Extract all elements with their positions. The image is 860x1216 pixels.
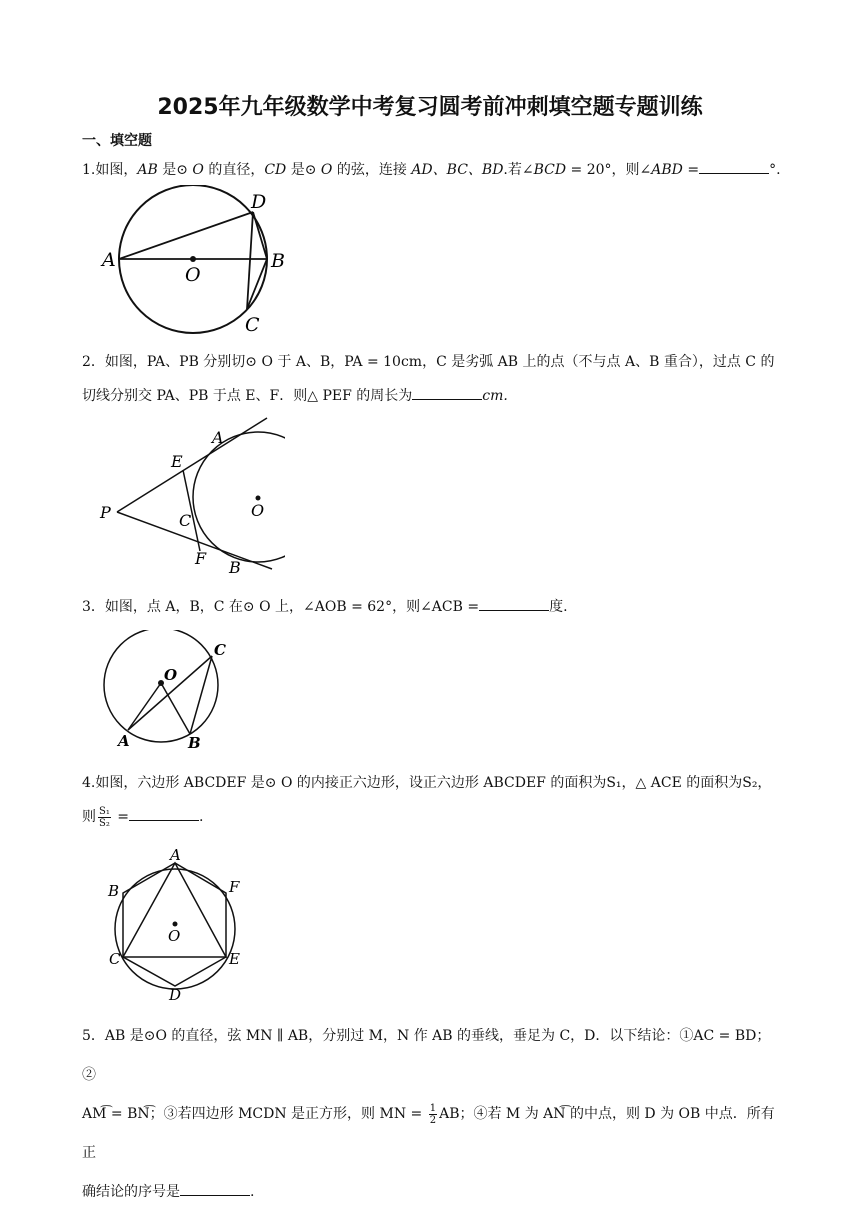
- fraction-numerator: S₁: [99, 805, 110, 817]
- label-a: A: [118, 732, 130, 750]
- label-c: C: [214, 641, 226, 659]
- circle-o: [193, 432, 285, 562]
- q1-text: 是⊙: [286, 162, 321, 178]
- q5-text: AB；④若 M 为 AN͡ 的中点，则 D 为 OB 中点．所有正: [82, 1106, 775, 1161]
- answer-blank[interactable]: [479, 594, 549, 611]
- label-o: O: [168, 927, 181, 945]
- label-b: B: [229, 558, 241, 577]
- label-e: E: [229, 950, 240, 968]
- q1-text: CD: [264, 162, 287, 178]
- chord-bc: [190, 656, 212, 734]
- q1-text: AB: [137, 162, 158, 178]
- q1-text: 的直径，: [203, 162, 265, 178]
- label-c: C: [179, 511, 192, 530]
- label-c: C: [109, 950, 121, 968]
- label-f: F: [195, 549, 207, 568]
- tangent-pa: [117, 418, 267, 512]
- question-5: [82, 1017, 782, 1212]
- fraction: [98, 806, 111, 829]
- q5-line-1: 5．AB 是⊙O 的直径，弦 MN ∥ AB，分别过 M，N 作 AB 的垂线，垂足为 C，D．以下结论：①AC = BD；②: [82, 1028, 771, 1083]
- q1-text: AD、BC、BD: [411, 162, 504, 178]
- label-f: F: [229, 878, 240, 896]
- question-2: [82, 345, 782, 413]
- section-heading: 一、填空题: [82, 133, 152, 149]
- label-a: A: [170, 846, 181, 864]
- answer-blank[interactable]: [180, 1179, 250, 1196]
- figure-1: [95, 185, 305, 340]
- figure-2: [95, 412, 285, 580]
- q5-line-3: [82, 1173, 782, 1212]
- question-1: [82, 153, 782, 187]
- q3-text: 3．如图，点 A，B，C 在⊙ O 上，∠AOB = 62°，则∠ACB =: [82, 599, 480, 615]
- q4-text: =: [112, 809, 130, 825]
- chord-db: [253, 212, 267, 259]
- radius-oa: [128, 683, 161, 730]
- center-dot: [190, 256, 196, 262]
- label-b: B: [108, 882, 120, 900]
- q2-line-2: [82, 379, 782, 413]
- q5-line-2: [82, 1095, 782, 1173]
- q1-text: = 20°，则∠: [566, 162, 652, 178]
- answer-blank[interactable]: [699, 157, 769, 174]
- label-o: O: [164, 666, 178, 684]
- label-d: D: [169, 986, 182, 1003]
- q3-text: 度.: [549, 599, 568, 615]
- q5-text: AM͡ = BN͡；③若四边形 MCDN 是正方形，则 MN =: [82, 1106, 427, 1122]
- q4-line-1: 4.如图，六边形 ABCDEF 是⊙ O 的内接正六边形，设正六边形 ABCDEF 的面积为S₁，△ ACE 的面积为S₂，: [82, 775, 772, 791]
- label-o: O: [185, 264, 201, 286]
- label-p: P: [100, 503, 111, 522]
- chord-ad: [119, 212, 253, 259]
- figure-3: [98, 630, 238, 752]
- q4-text: .: [199, 809, 204, 825]
- q5-text: 确结论的序号是: [82, 1184, 180, 1200]
- q2-text: cm.: [482, 388, 508, 404]
- q5-text: .: [250, 1184, 255, 1200]
- q2-line-1: 2．如图，PA、PB 分别切⊙ O 于 A、B，PA = 10cm，C 是劣弧 AB 上的点（不与点 A、B 重合），过点 C 的: [82, 354, 775, 370]
- label-b: B: [271, 250, 285, 272]
- fraction-denominator: 2: [429, 1114, 437, 1126]
- figure-4: [103, 843, 248, 1003]
- q1-text: 的弦，连接: [332, 162, 412, 178]
- q1-text: O: [320, 162, 333, 178]
- answer-blank[interactable]: [129, 804, 199, 821]
- q1-text: 是⊙: [157, 162, 193, 178]
- q1-text: BCD: [533, 162, 567, 178]
- label-b: B: [188, 734, 201, 752]
- label-d: D: [251, 191, 267, 213]
- q4-text: 则: [82, 809, 96, 825]
- q1-text: ABD: [651, 162, 683, 178]
- label-a: A: [102, 249, 116, 271]
- q1-text: O: [192, 162, 204, 178]
- q1-text: °.: [769, 162, 781, 178]
- question-4: [82, 766, 802, 834]
- label-c: C: [245, 314, 260, 336]
- q1-text: .若∠: [503, 162, 534, 178]
- question-3: [82, 590, 782, 624]
- center-dot: [173, 922, 178, 927]
- page-title: 2025年九年级数学中考复习圆考前冲刺填空题专题训练: [157, 95, 703, 120]
- label-o: O: [251, 501, 265, 520]
- q2-text: 切线分别交 PA、PB 于点 E、F．则△ PEF 的周长为: [82, 388, 413, 404]
- fraction-numerator: 1: [429, 1102, 437, 1114]
- fraction: [429, 1103, 437, 1126]
- answer-blank[interactable]: [412, 383, 482, 400]
- q1-text: 1.如图，: [82, 162, 138, 178]
- q4-line-2: [82, 800, 802, 834]
- label-e: E: [171, 452, 183, 471]
- center-dot: [256, 496, 261, 501]
- label-a: A: [212, 428, 224, 447]
- fraction-denominator: S₂: [99, 817, 110, 829]
- q1-text: =: [682, 162, 700, 178]
- radius-ob: [161, 683, 190, 734]
